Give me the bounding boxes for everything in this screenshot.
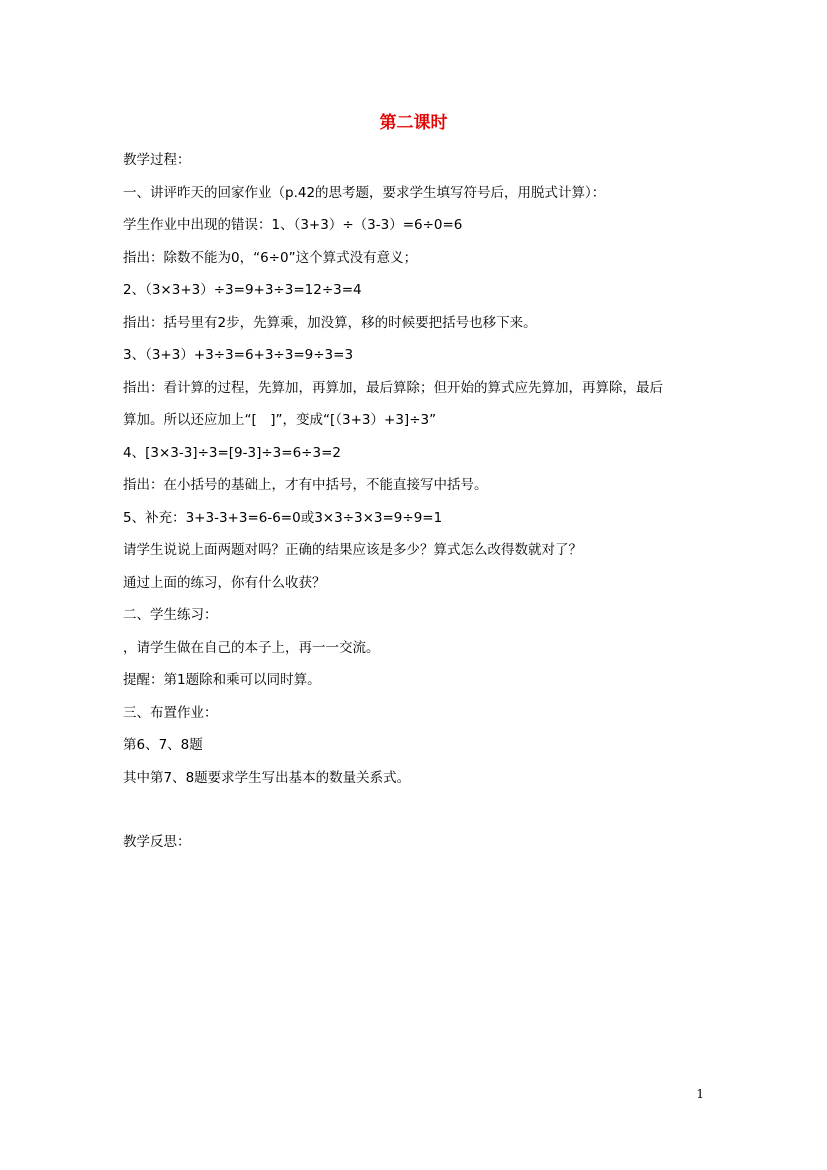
part-two-heading: 二、学生练习： <box>123 607 218 623</box>
practice-reminder: 提醒：第1题除和乘可以同时算。 <box>123 672 321 688</box>
lesson-title: 第二课时 <box>379 113 448 133</box>
reflection-question: 通过上面的练习，你有什么收获？ <box>123 575 326 591</box>
supplement-5: 5、补充：3+3-3+3=6-6=0或3×3÷3×3=9÷9=1 <box>123 510 443 526</box>
note-3-line-2: 算加。所以还应加上“[ ]”，变成“[（3+3）+3]÷3” <box>123 412 437 428</box>
note-1: 指出：除数不能为0，“6÷0”这个算式没有意义； <box>123 250 418 266</box>
teaching-reflection-heading: 教学反思： <box>123 834 191 850</box>
note-3-line-1: 指出：看计算的过程，先算加，再算加，最后算除；但开始的算式应先算加，再算除，最后 <box>123 380 663 396</box>
homework-items: 第6、7、8题 <box>123 737 203 753</box>
page-number: 1 <box>696 1087 704 1101</box>
student-error-4: 4、[3×3-3]÷3=[9-3]÷3=6÷3=2 <box>123 445 341 461</box>
note-4: 指出：在小括号的基础上，才有中括号，不能直接写中括号。 <box>123 477 488 493</box>
student-error-3: 3、（3+3）+3÷3=6+3÷3=9÷3=3 <box>123 347 354 363</box>
part-one-heading: 一、讲评昨天的回家作业（p.42的思考题，要求学生填写符号后，用脱式计算）： <box>123 185 606 201</box>
section-teaching-process: 教学过程： <box>123 152 191 168</box>
note-2: 指出：括号里有2步，先算乘，加没算，移的时候要把括号也移下来。 <box>123 315 537 331</box>
student-error-1: 学生作业中出现的错误：1、（3+3）÷（3-3）=6÷0=6 <box>123 217 463 233</box>
student-error-2: 2、（3×3+3）÷3=9+3÷3=12÷3=4 <box>123 282 362 298</box>
homework-requirement: 其中第7、8题要求学生写出基本的数量关系式。 <box>123 770 411 786</box>
practice-instruction: ，请学生做在自己的本子上，再一一交流。 <box>123 640 380 656</box>
part-three-heading: 三、布置作业： <box>123 705 218 721</box>
question-prompt: 请学生说说上面两题对吗？正确的结果应该是多少？算式怎么改得数就对了？ <box>123 542 582 558</box>
